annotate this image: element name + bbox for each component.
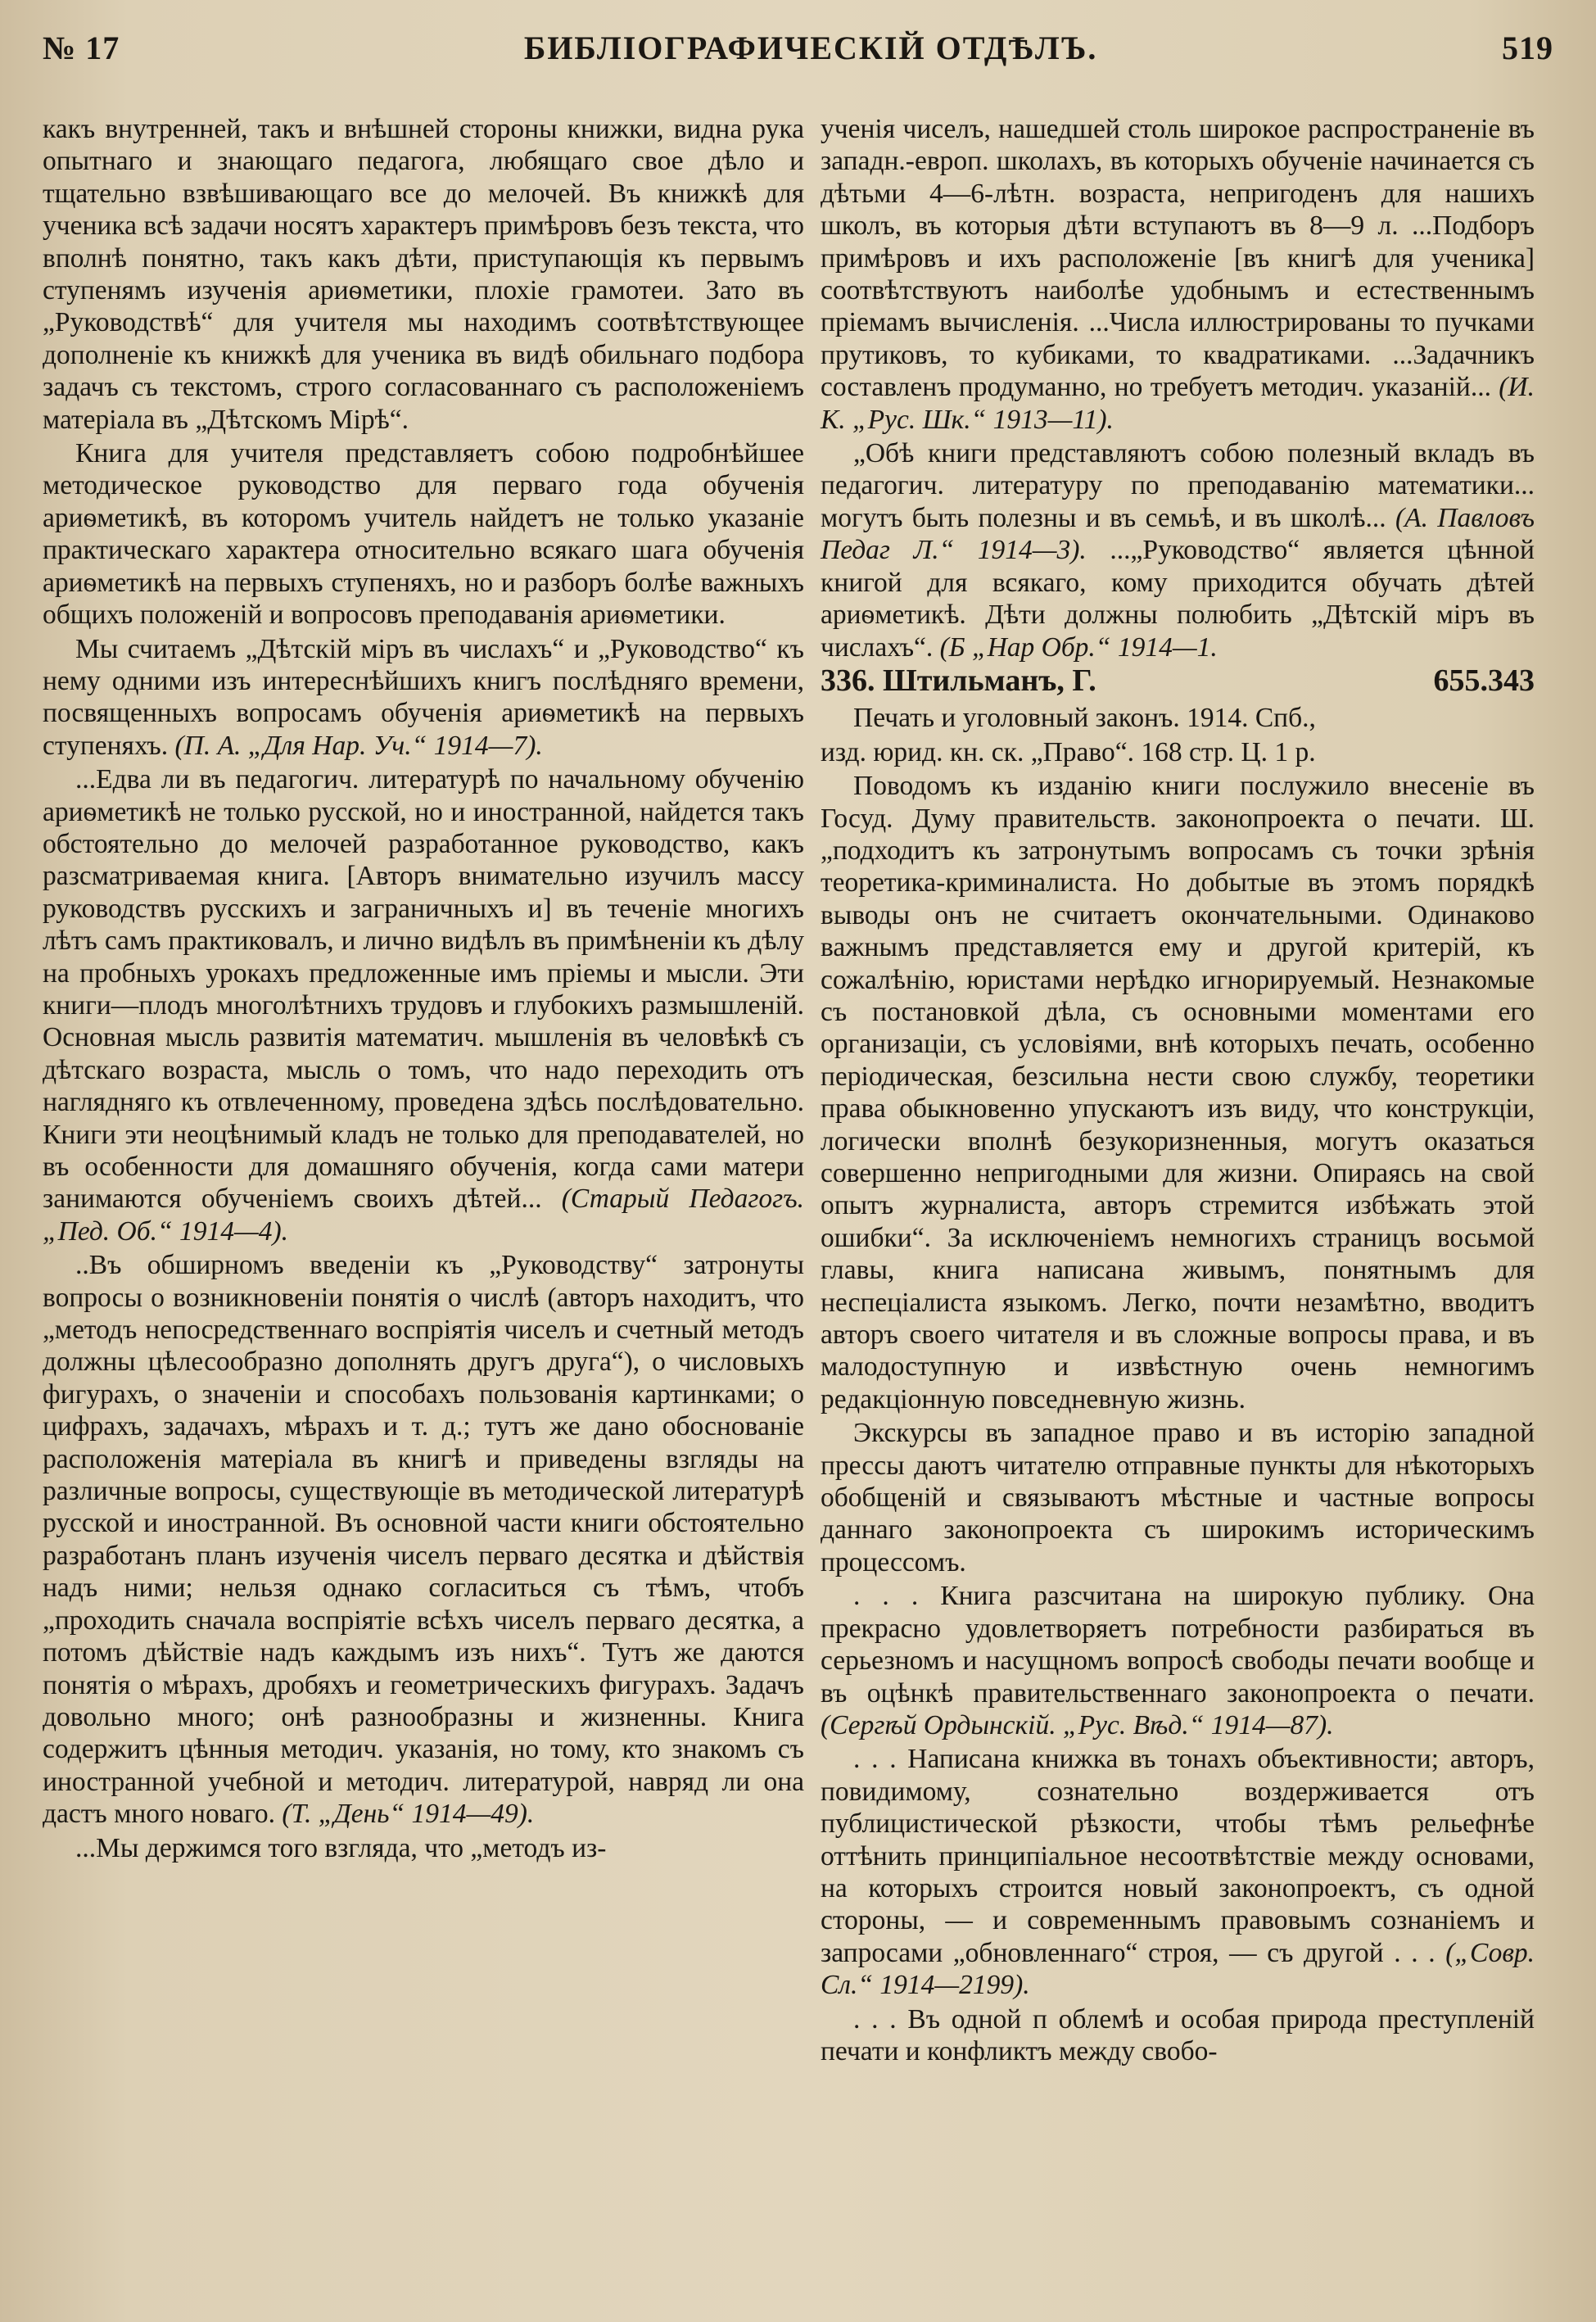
paragraph-text: ...„Руководство“ является цѣнной книгой для всякаго, кому приходится обучать дѣтей ариѳметикѣ. Дѣти должны полюбить „Дѣтскiй мiръ въ числахъ“. bbox=[821, 535, 1535, 663]
paragraph-text: ...Едва ли въ педагогич. литературѣ по начальному обученiю ариѳметикѣ не только русской, но и иностранной, найдется такъ обстоятельно до мелочей разработанное руководство, какъ разсматриваемая книга. [Авторъ внимательно изучилъ массу руководствъ русскихъ и заграничныхъ и] въ теченiе многихъ лѣтъ самъ практиковалъ, и лично видѣлъ въ примѣненiи къ дѣлу на пробныхъ урокахъ предложенные имъ прiемы и мысли. Эти книги—плодъ многолѣтнихъ трудовъ и глубокихъ размышленiй. Основная мысль развитiя математич. мышленiя въ человѣкѣ съ дѣтскаго возраста, мысль о томъ, что надо переходить отъ наглядняго къ отвлеченному, проведена здѣсь послѣдовательно. Книги эти неоцѣнимый кладъ не только для преподавателей, но въ особенности для домашняго обученiя, когда сами матери занимаются обученiемъ своихъ дѣтей... bbox=[43, 764, 804, 1215]
paragraph-text: . . . Написана книжка въ тонахъ объективности; авторъ, повидимому, сознательно воздерживается отъ публицистической рѣзкости, чтобы тѣмъ рельефнѣе оттѣнить принципiальное несоотвѣтствiе между основами, на которыхъ строится новый законопроектъ, съ одной стороны, — и современнымъ правовымъ сознанiемъ и запросами „обновленнаго“ строя, — съ другой . . . bbox=[821, 1744, 1535, 1968]
citation: (Т. „День“ 1914—49). bbox=[282, 1799, 535, 1830]
paragraph: . . . Въ одной п облемѣ и особая природа преступленiй печати и конфликтъ между свобо- bbox=[821, 2003, 1535, 2066]
citation: („Совр. Сл.“ 1914—2199). bbox=[821, 1937, 1535, 2001]
right-column bbox=[821, 113, 1535, 2067]
paragraph-text: Мы считаемъ „Дѣтскiй мiръ въ числахъ“ и „Руководство“ къ нему одними изъ интереснѣйшихъ книгъ послѣдняго времени, посвященныхъ вопросамъ обученiя ариѳметикѣ на первыхъ ступеняхъ. bbox=[43, 633, 804, 761]
citation: (Старый Педагогъ. „Пед. Об.“ 1914—4). bbox=[43, 1184, 804, 1247]
bibliography-entry-heading bbox=[821, 665, 1535, 697]
issue-number: № 17 bbox=[43, 29, 120, 66]
paragraph bbox=[821, 1580, 1535, 1741]
book-imprint: изд. юрид. кн. ск. „Право“. 168 стр. Ц. 1 р. bbox=[821, 736, 1316, 767]
left-column bbox=[43, 113, 804, 1864]
paragraph bbox=[821, 437, 1535, 663]
citation: (А. Павловъ Педаг Л.“ 1914—3). bbox=[821, 502, 1535, 566]
page-number: 519 bbox=[1502, 29, 1553, 66]
citation: (Сергѣй Ордынскiй. „Рус. Вѣд.“ 1914—87). bbox=[821, 1709, 1334, 1740]
running-head bbox=[43, 23, 1553, 72]
citation: (Б „Нар Обр.“ 1914—1. bbox=[939, 631, 1218, 663]
paragraph: Поводомъ къ изданiю книги послужило внесенiе въ Госуд. Думу правительств. законопроекта о печати. Ш. „подходитъ къ затронутымъ вопросамъ съ точки зрѣнiя теоретика-криминалиста. Но добытые въ этомъ порядкѣ выводы онъ не считаетъ окончательными. Одинаково важнымъ представляется ему и другой критерiй, къ сожалѣнiю, юристами нерѣдко игнорируемый. Незнакомые съ постановкой дѣла, съ основными моментами его организацiи, съ условiями, внѣ которыхъ печать, особенно перiодическая, безсильна нести свою службу, теоретики права обыкновенно упускаютъ изъ виду, что конструкцiи, логически вполнѣ безукоризненныя, могутъ оказаться совершенно непригодными для жизни. Опираясь на свой опытъ журналиста, авторъ стремится избѣжать этой ошибки“. За исключенiемъ немногихъ страницъ восьмой главы, книга написана живымъ, понятнымъ для неспецiалиста языкомъ. Легко, почти незамѣтно, вводитъ авторъ своего читателя и въ сложные вопросы права, и въ малодоступную и извѣстную очень немногимъ редакцiонную повседневную жизнь. bbox=[821, 771, 1535, 1414]
paragraph bbox=[821, 1743, 1535, 2001]
paragraph bbox=[43, 763, 804, 1247]
paragraph-text: . . . Книга разсчитана на широкую публику. Она прекрасно удовлетворяетъ потребности разбираться въ серьезномъ и насущномъ вопросѣ свободы печати вообще и въ оцѣнкѣ правительственнаго законопроекта о печати. bbox=[821, 1581, 1535, 1709]
citation: (П. А. „Для Нар. Уч.“ 1914—7). bbox=[174, 730, 543, 761]
paragraph: какъ внутренней, такъ и внѣшней стороны книжки, видна рука опытнаго и знающаго педагога, любящаго свое дѣло и тщательно взвѣшивающаго все до мелочей. Въ книжкѣ для ученика всѣ задачи носятъ характеръ примѣровъ безъ текста, что вполнѣ понятно, такъ какъ дѣти, приступающiя къ первымъ ступенямъ изученiя ариѳметики, плохiе грамотеи. Зато въ „Руководствѣ“ для учителя мы находимъ соотвѣтствующее дополненiе къ книжкѣ для ученика въ видѣ обильнаго подбора задачъ съ текстомъ, строго согласованнаго съ расположенiемъ матерiала въ „Дѣтскомъ Мiрѣ“. bbox=[43, 114, 804, 435]
paragraph-text: „Обѣ книги представляютъ собою полезный вкладъ въ педагогич. литературу по преподаванiю математики... могутъ быть полезны и въ семьѣ, и въ школѣ... bbox=[821, 438, 1535, 533]
paragraph bbox=[43, 1249, 804, 1830]
classification-code: 655.343 bbox=[1433, 663, 1535, 698]
paragraph bbox=[43, 633, 804, 763]
section-title: БИБЛIОГРАФИЧЕСКIЙ ОТДѢЛЪ. bbox=[523, 29, 1098, 66]
paragraph: ...Мы держимся того взгляда, что „методъ из- bbox=[75, 1832, 607, 1863]
entry-number-author: 336. Штильманъ, Г. bbox=[821, 663, 1096, 698]
paragraph: Экскурсы въ западное право и въ исторiю западной прессы даютъ читателю отправные пункты для нѣкоторыхъ обобщенiй и связываютъ мѣстные и частные вопросы даннаго законопроекта съ широкимъ историческимъ процессомъ. bbox=[821, 1418, 1535, 1577]
paragraph-text: ..Въ обширномъ введенiи къ „Руководству“ затронуты вопросы о возникновенiи понятiя о числѣ (авторъ находитъ, что „методъ непосредственнаго воспрiятiя чиселъ и счетный методъ должны цѣлесообразно дополнять другъ друга“), о числовыхъ фигурахъ, о значенiи и способахъ пользованiя картинками; о цифрахъ, задачахъ, мѣрахъ и т. д.; тутъ же дано обоснованiе расположенiя матерiала въ книгѣ и приведены взгляды на различные вопросы, существующiе въ методической литературѣ русской и иностранной. Въ основной части книги обстоятельно разработанъ планъ изученiя чиселъ перваго десятка и дѣйствiя надъ ними; нельзя однако согласиться съ тѣмъ, чтобъ „проходить сначала воспрiятiе всѣхъ чиселъ перваго десятка, а потомъ дѣйствiе надъ каждымъ изъ нихъ“. Тутъ же даются понятiя о мѣрахъ, дробяхъ и геометрическихъ фигурахъ. Задачъ довольно много; онѣ разнообразны и жизненны. Книга содержитъ цѣнныя методич. указанiя, но тому, кто знакомъ съ иностранной учебной и методич. литературой, навряд ли она дастъ много новаго. bbox=[43, 1250, 804, 1830]
paragraph bbox=[821, 113, 1535, 436]
book-title: Печать и уголовный законъ. 1914. Спб., bbox=[853, 703, 1316, 734]
citation: (И. К. „Рус. Шк.“ 1913—11). bbox=[821, 372, 1535, 435]
paragraph-text: ученiя чиселъ, нашедшей столь широкое распространенiе въ западн.-европ. школахъ, въ которыхъ обученiе начинается съ дѣтьми 4—6-лѣтн. возраста, непригоденъ для нашихъ школъ, въ которыя дѣти вступаютъ въ 8—9 л. ...Подборъ примѣровъ и ихъ расположенiе [въ книгѣ для ученика] соотвѣтствуютъ наиболѣе удобнымъ и естественнымъ прiемамъ вычисленiя. ...Числа иллюстрированы то пучками прутиковъ, то кубиками, то квадратиками. ...Задачникъ составленъ продуманно, но требуетъ методич. указанiй... bbox=[821, 114, 1535, 403]
paragraph: Книга для учителя представляетъ собою подробнѣйшее методическое руководство для перваго года обученiя ариѳметикѣ, въ которомъ учитель найдетъ не только указанiе практическаго характера относительно всякаго шага обученiя ариѳметикѣ на первыхъ ступеняхъ, но и разборъ болѣе важныхъ общихъ положенiй и вопросовъ преподаванiя ариѳметики. bbox=[43, 438, 804, 631]
